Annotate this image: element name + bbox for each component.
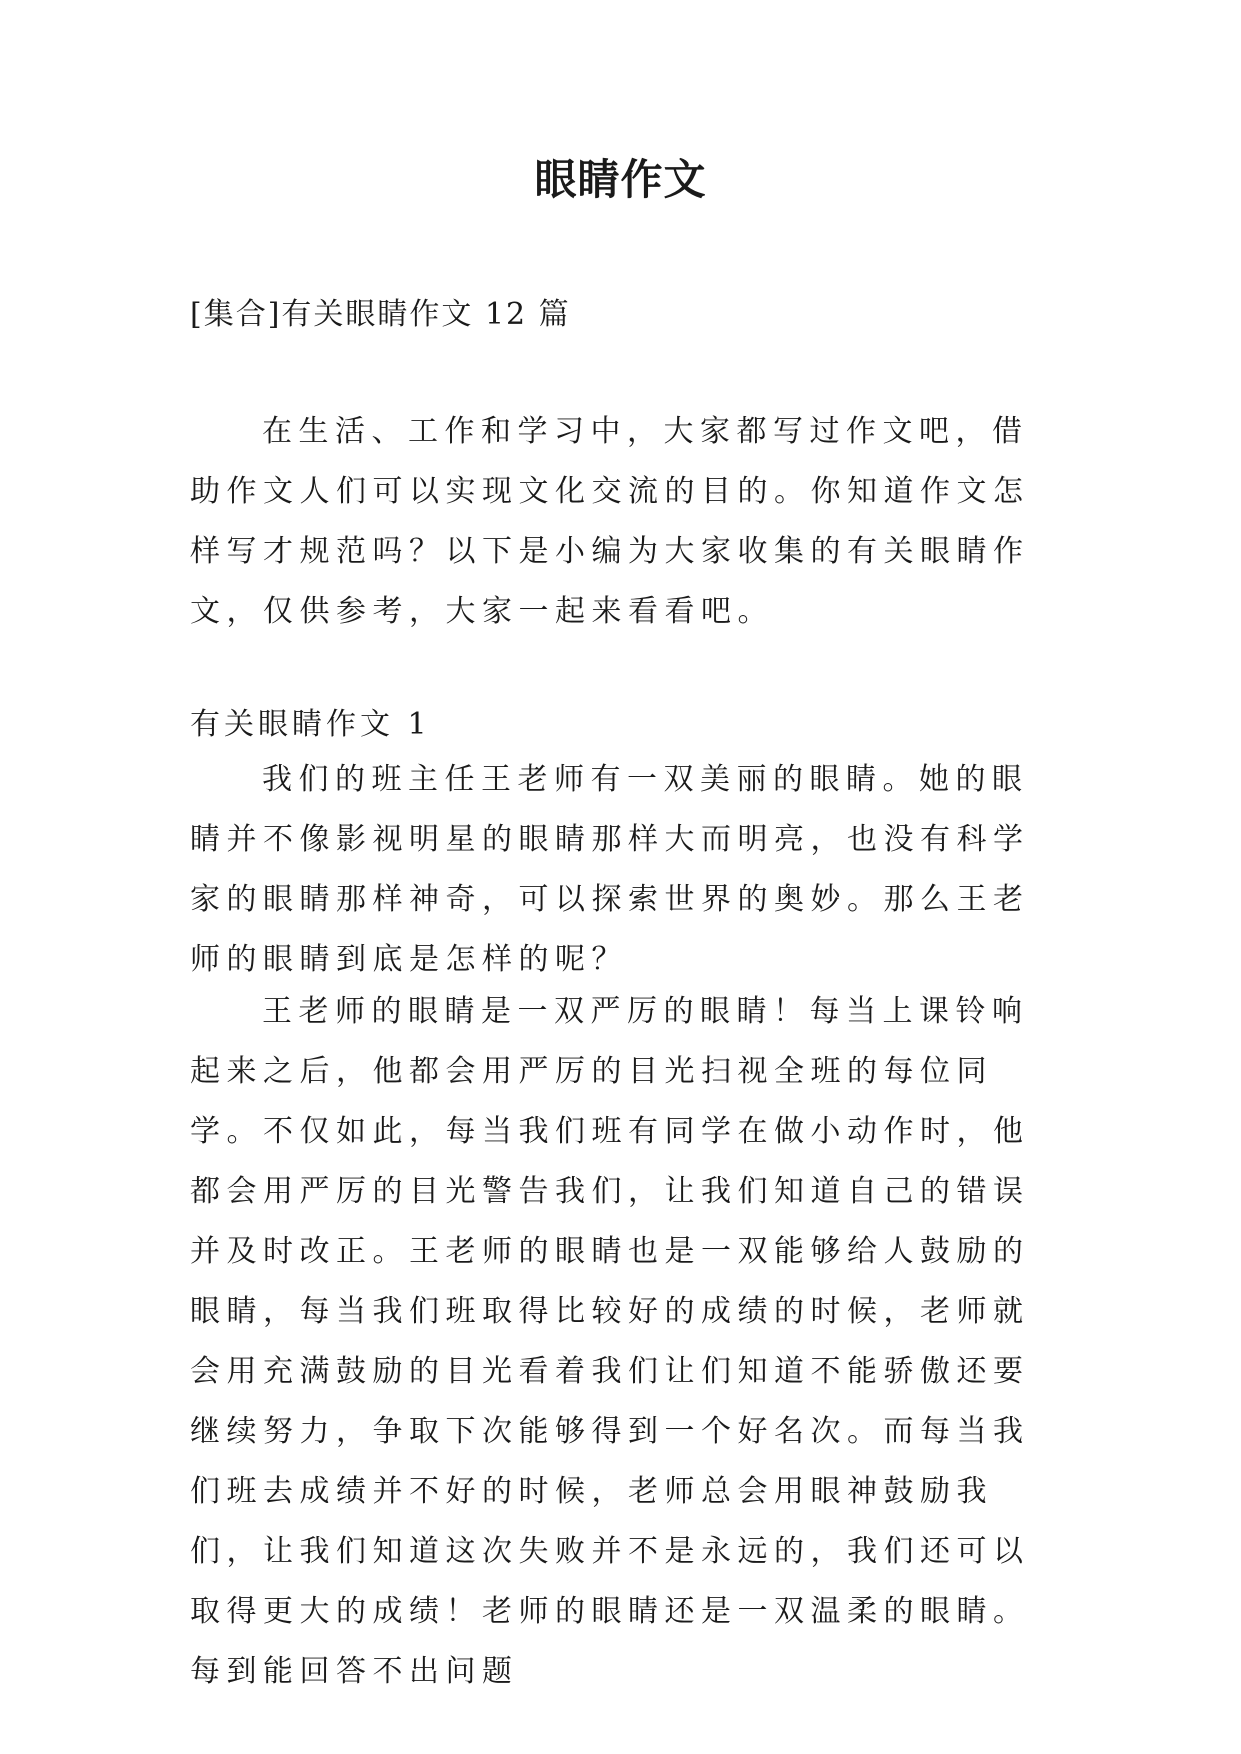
section-heading: 有关眼睛作文 1 <box>190 707 431 742</box>
document-title: 眼睛作文 <box>534 155 707 204</box>
intro-paragraph: 在生活、工作和学习中，大家都写过作文吧，借助作文人们可以实现文化交流的目的。你知道作文怎样写才规范吗？以下是小编为大家收集的有关眼睛作文，仅供参考，大家一起来看看吧。 <box>190 414 1030 629</box>
body-paragraph-2: 王老师的眼睛是一双严厉的眼睛！每当上课铃响起来之后，他都会用严厉的目光扫视全班的每位同学。不仅如此，每当我们班有同学在做小动作时，他都会用严厉的目光警告我们，让我们知道自己的错误并及时改正。王老师的眼睛也是一双能够给人鼓励的眼睛，每当我们班取得比较好的成绩的时候，老师就会用充满鼓励的目光看着我们让们知道不能骄傲还要继续努力，争取下次能够得到一个好名次。而每当我们班去成绩并不好的时候，老师总会用眼神鼓励我们，让我们知道这次失败并不是永远的，我们还可以取得更大的成绩！老师的眼睛还是一双温柔的眼睛。每到能回答不出问题 <box>190 994 1030 1689</box>
document-subtitle: [集合]有关眼睛作文 12 篇 <box>190 297 571 332</box>
body-paragraph-1: 我们的班主任王老师有一双美丽的眼睛。她的眼睛并不像影视明星的眼睛那样大而明亮，也没有科学家的眼睛那样神奇，可以探索世界的奥妙。那么王老师的眼睛到底是怎样的呢？ <box>190 762 1030 977</box>
